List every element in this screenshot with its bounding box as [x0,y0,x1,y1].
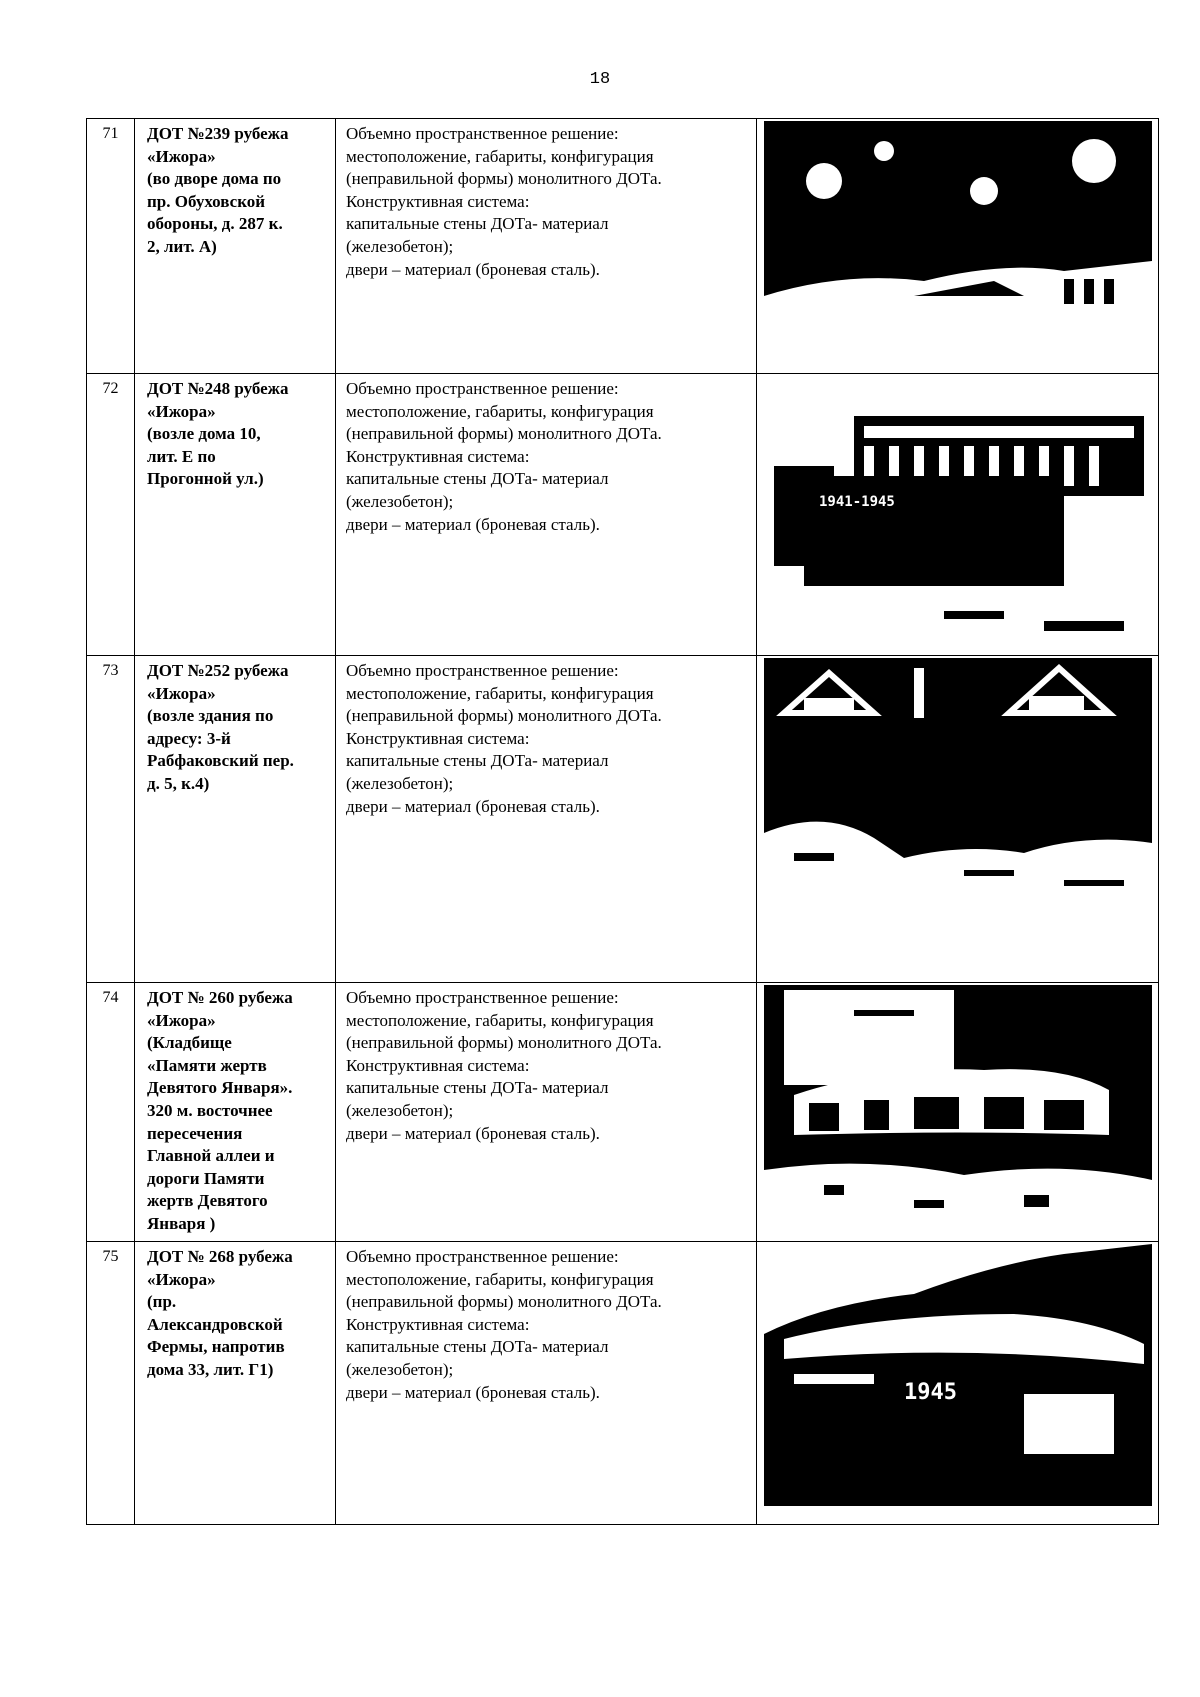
bunker-photo-icon [764,985,1152,1230]
description-line: местоположение, габариты, конфигурация [346,401,654,421]
object-name-line: 320 м. восточнее [147,1100,273,1120]
photo-cell [757,374,1159,656]
description-line: двери – материал (броневая сталь). [346,1382,600,1402]
object-name-line: «Ижора» [147,1010,216,1030]
object-name-line: «Памяти жертв [147,1055,267,1075]
description-line: (неправильной формы) монолитного ДОТа. [346,1292,662,1312]
description-line: капитальные стены ДОТа- материал [346,1078,609,1098]
description-cell [336,374,757,656]
description-line: Объемно пространственное решение: [346,1247,619,1266]
object-name-cell [135,119,336,374]
object-name-cell [135,656,336,983]
object-name-line: лит. Е по [147,446,216,466]
bunker-photo-icon [764,376,1152,648]
description-line: местоположение, габариты, конфигурация [346,683,654,703]
object-name-cell [135,983,336,1242]
description-line: (железобетон); [346,1359,454,1379]
object-name-line: «Ижора» [147,683,216,703]
row-number: 75 [87,1242,135,1525]
description-line: местоположение, габариты, конфигурация [346,146,654,166]
description-line: Конструктивная система: [346,191,530,211]
description-line: Объемно пространственное решение: [346,661,619,680]
description-line: двери – материал (броневая сталь). [346,259,600,279]
description-line: двери – материал (броневая сталь). [346,514,600,534]
object-name-line: (во дворе дома по [147,169,282,189]
description-line: капитальные стены ДОТа- материал [346,214,609,234]
object-name-line: (пр. [147,1292,177,1312]
description-line: Конструктивная система: [346,446,530,466]
description-line: капитальные стены ДОТа- материал [346,469,609,489]
description-line: капитальные стены ДОТа- материал [346,1337,609,1357]
object-name-line: обороны, д. 287 к. [147,214,283,234]
photo-cell [757,983,1159,1242]
description-line: двери – материал (броневая сталь). [346,1123,600,1143]
photo-cell [757,1242,1159,1525]
object-name-line: Прогонной ул.) [147,469,264,489]
object-name-line: дома 33, лит. Г1) [147,1359,274,1379]
table-row [87,374,1159,656]
object-name-line: ДОТ №239 рубежа [147,124,289,143]
object-name-line: Рабфаковский пер. [147,751,294,771]
object-name-line: «Ижора» [147,401,216,421]
table-row [87,983,1159,1242]
description-line: капитальные стены ДОТа- материал [346,751,609,771]
table-row [87,1242,1159,1525]
bunker-photo-icon [764,121,1152,371]
description-cell [336,119,757,374]
object-name-line: (возле здания по [147,706,274,726]
description-line: Объемно пространственное решение: [346,379,619,398]
object-name-line: «Ижора» [147,1269,216,1289]
object-name-line: дороги Памяти [147,1168,265,1188]
page-number: 18 [589,70,611,89]
object-name-line: Января ) [147,1213,216,1233]
object-name-line: пр. Обуховской [147,191,266,211]
description-cell [336,656,757,983]
object-name-line: «Ижора» [147,146,216,166]
bunker-photo-icon [764,658,1152,903]
description-line: Конструктивная система: [346,1055,530,1075]
object-name-line: жертв Девятого [147,1191,268,1211]
object-name-line: ДОТ №248 рубежа [147,379,289,398]
description-line: местоположение, габариты, конфигурация [346,1269,654,1289]
description-line: двери – материал (броневая сталь). [346,796,600,816]
description-line: (железобетон); [346,236,454,256]
object-name-line: д. 5, к.4) [147,773,210,793]
description-cell [336,1242,757,1525]
object-name-line: Главной аллеи и [147,1146,275,1166]
description-line: (железобетон); [346,1100,454,1120]
description-cell [336,983,757,1242]
object-name-line: Фермы, напротив [147,1337,285,1357]
object-name-line: (возле дома 10, [147,424,261,444]
row-number: 72 [87,374,135,656]
description-line: (неправильной формы) монолитного ДОТа. [346,169,662,189]
object-name-line: ДОТ № 268 рубежа [147,1247,293,1266]
row-number: 73 [87,656,135,983]
bunker-photo-icon [764,1244,1152,1506]
object-name-line: Александровской [147,1314,283,1334]
object-name-line: ДОТ № 260 рубежа [147,988,293,1007]
object-name-line: 2, лит. А) [147,236,217,256]
table-row [87,656,1159,983]
photo-cell [757,656,1159,983]
object-name-line: пересечения [147,1123,243,1143]
object-name-line: Девятого Января». [147,1078,293,1098]
description-line: Конструктивная система: [346,728,530,748]
description-line: местоположение, габариты, конфигурация [346,1010,654,1030]
description-line: Объемно пространственное решение: [346,124,619,143]
row-number: 71 [87,119,135,374]
object-name-line: адресу: 3-й [147,728,231,748]
description-line: (железобетон); [346,773,454,793]
row-number: 74 [87,983,135,1242]
object-name-line: ДОТ №252 рубежа [147,661,289,680]
object-name-cell [135,374,336,656]
table-row [87,119,1159,374]
description-line: (неправильной формы) монолитного ДОТа. [346,1033,662,1053]
bunker-registry-table [86,118,1159,1525]
description-line: Объемно пространственное решение: [346,988,619,1007]
description-line: (неправильной формы) монолитного ДОТа. [346,706,662,726]
bunker-inscription: 1945 [903,1380,957,1405]
description-line: Конструктивная система: [346,1314,530,1334]
description-line: (железобетон); [346,491,454,511]
photo-cell [757,119,1159,374]
bunker-inscription: 1941-1945 [818,494,895,510]
object-name-line: (Кладбище [147,1033,232,1053]
object-name-cell [135,1242,336,1525]
description-line: (неправильной формы) монолитного ДОТа. [346,424,662,444]
